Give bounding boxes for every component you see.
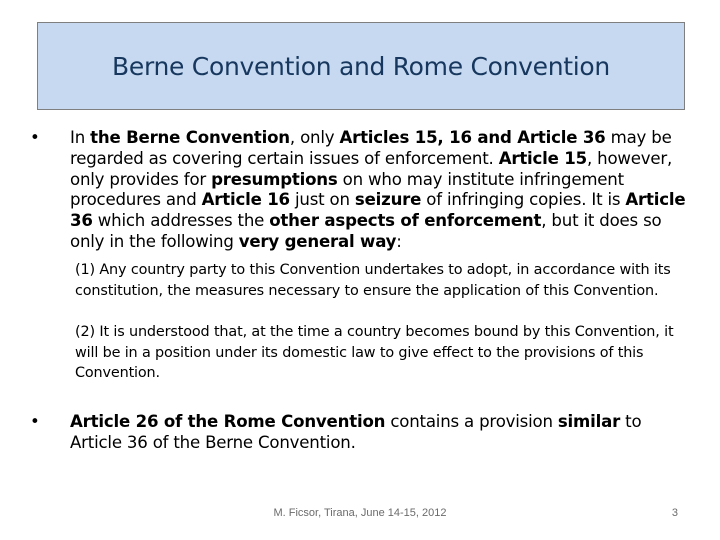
bullet-rome (30, 412, 690, 454)
quote-paragraph-2: (2) It is understood that, at the time a country becomes bound by this Convention, it will be in a position under its domestic law to give effect to the provisions of this Convention. (75, 324, 674, 381)
bullet-dot: • (30, 412, 40, 431)
title-box (37, 22, 685, 110)
bullet-berne (30, 128, 690, 253)
bullet-text: In the Berne Convention, only Articles 15, 16 and Article 36 may be regarded as covering certain issues of enforcement. Article 15, however, only provides for presumptions on who may institute infringement procedures and Article 16 just on seizure of infringing copies. It is Article 36 which addresses the other aspects of enforcement, but it does so only in the following very general way: (70, 128, 686, 251)
quote-paragraph-1: (1) Any country party to this Convention undertakes to adopt, in accordance with its constitution, the measures necessary to ensure the application of this Convention. (75, 262, 671, 299)
page-number: 3 (671, 507, 678, 519)
bullet-dot: • (30, 128, 40, 147)
footer-text: M. Ficsor, Tirana, June 14-15, 2012 (273, 507, 447, 519)
slide-title: Berne Convention and Rome Convention (112, 51, 610, 81)
bullet-text: Article 26 of the Rome Convention contains a provision similar to Article 36 of the Berne Convention. (70, 412, 642, 452)
